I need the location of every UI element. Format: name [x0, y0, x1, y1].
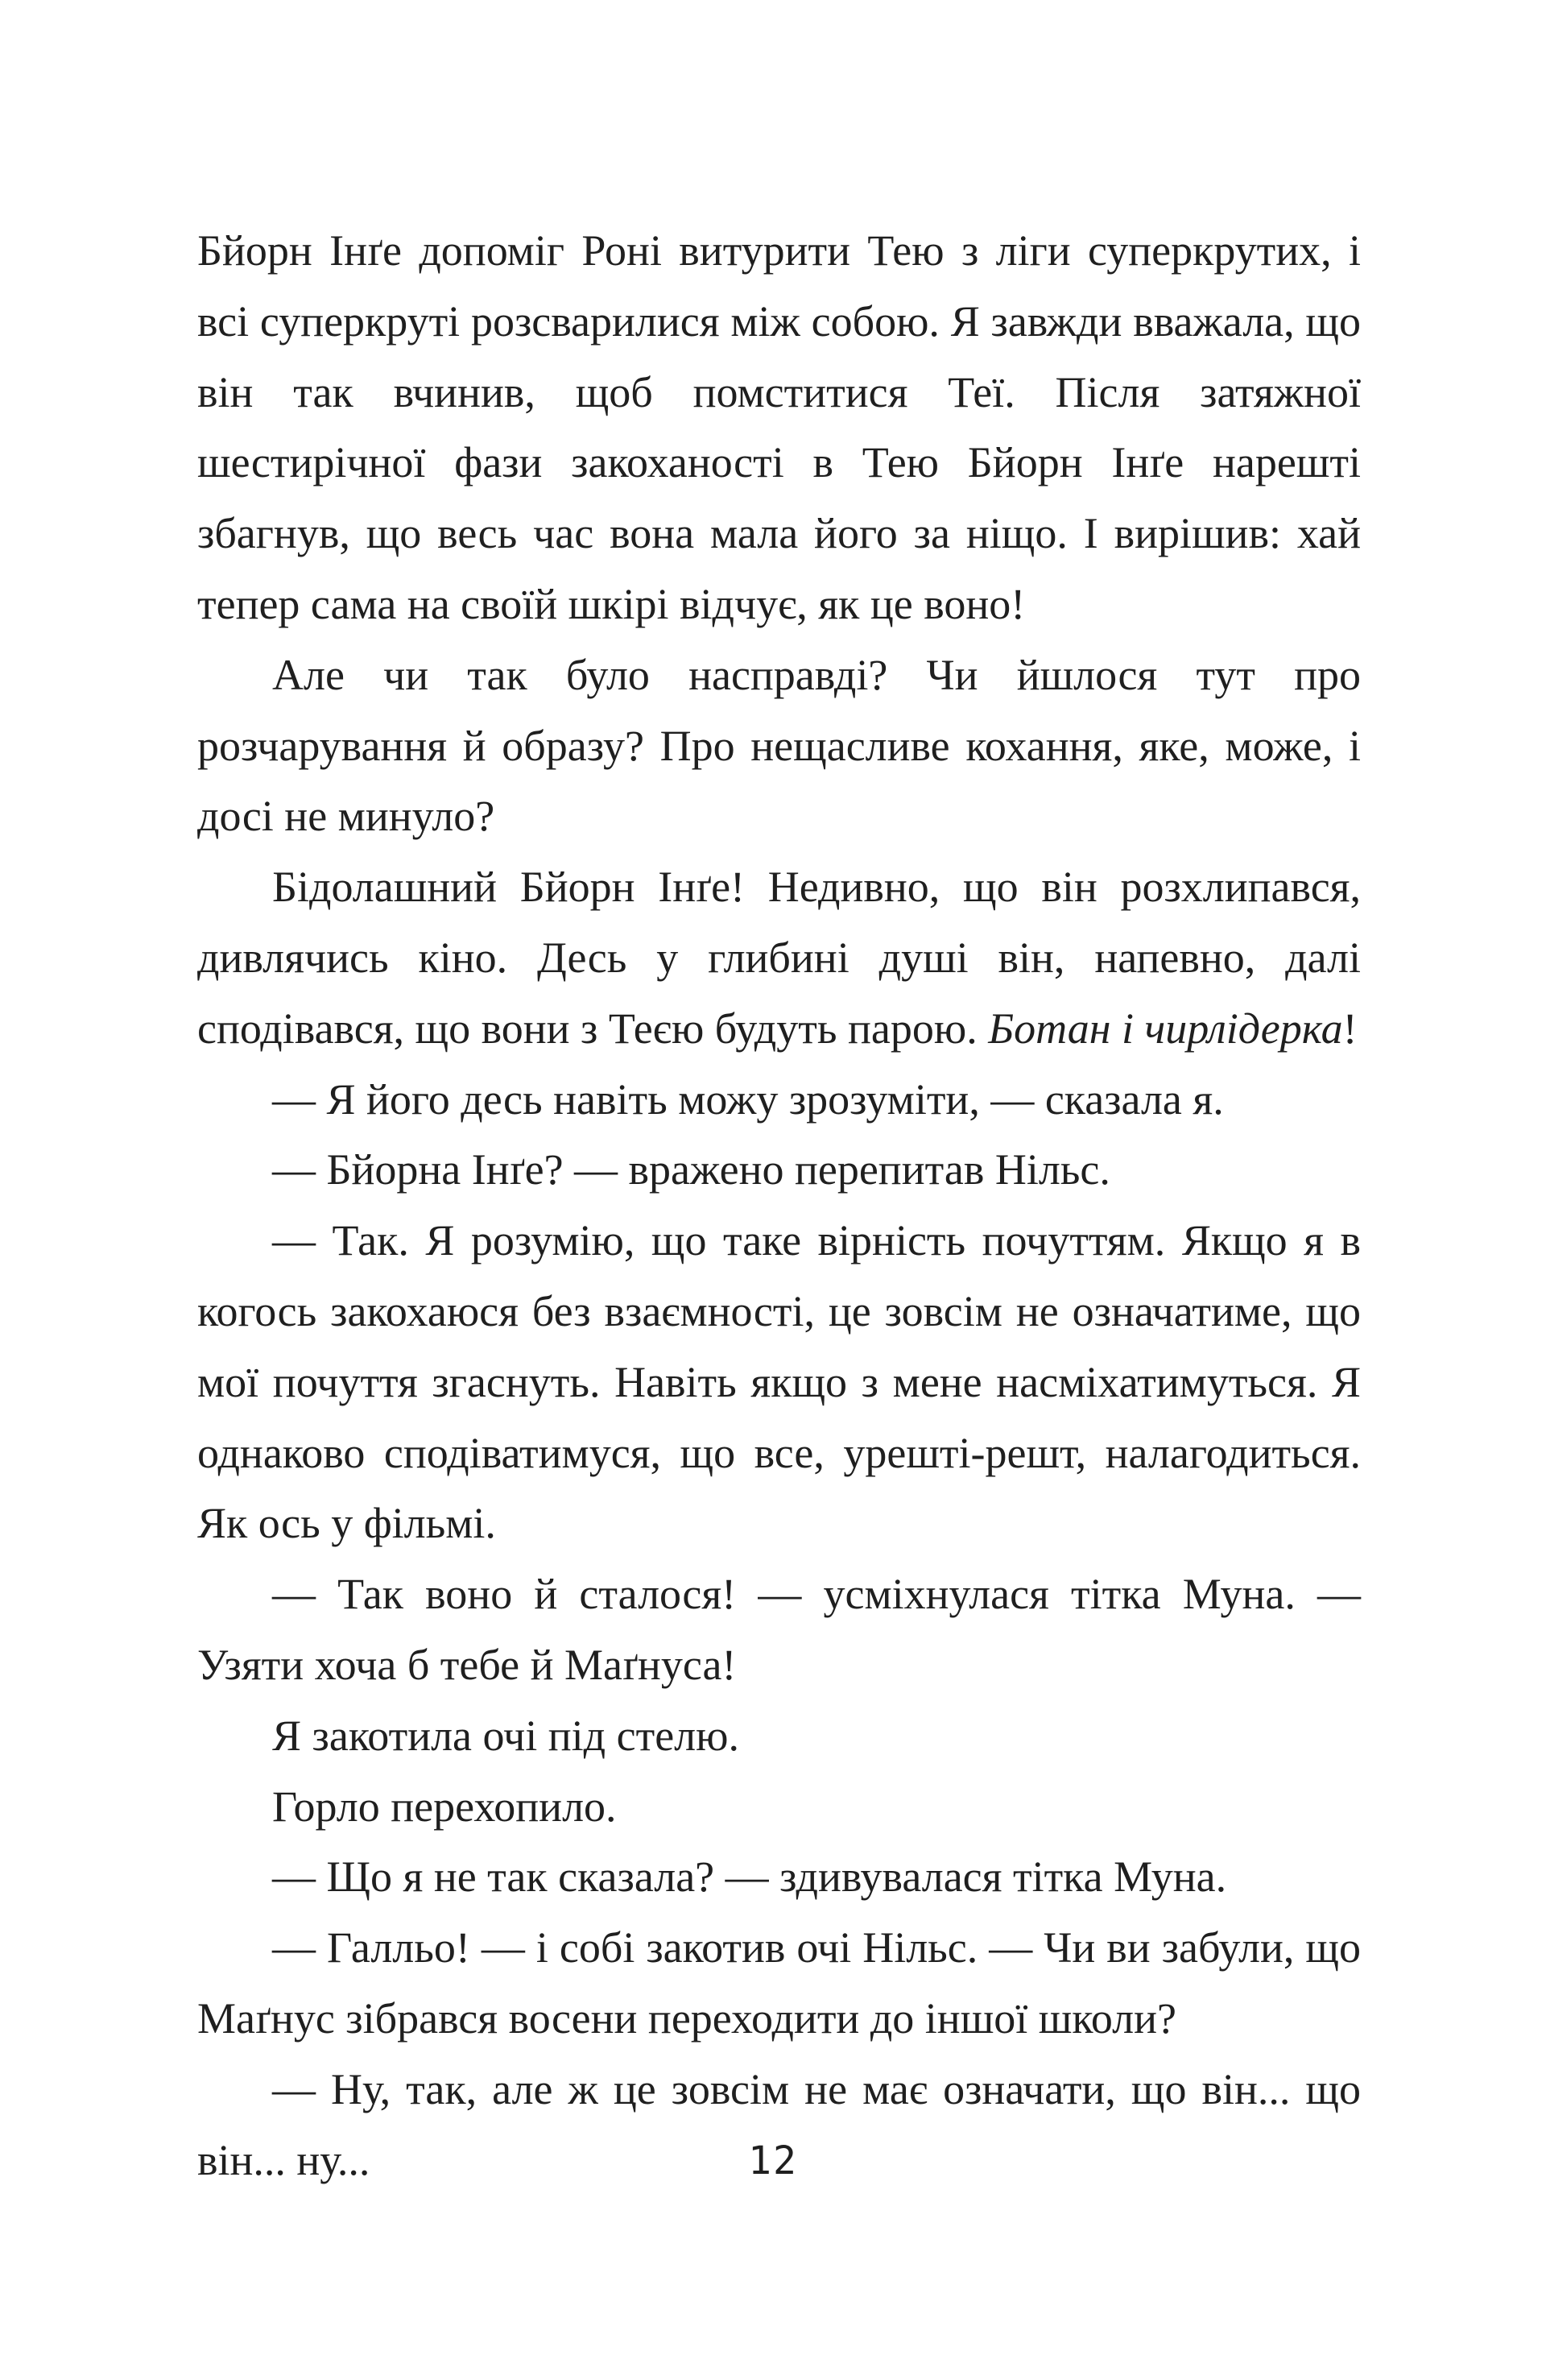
dialogue-line-2: — Бйорна Інґе? — вражено перепитав Нільс.: [272, 1145, 1110, 1194]
body-text: [197, 216, 1361, 2196]
paragraph-3: [197, 852, 1361, 1064]
dialogue-line-1: — Я його десь навіть можу зрозуміти, — сказала я.: [272, 1074, 1224, 1124]
paragraph-3-italic: Ботан і чирлідерка: [988, 1004, 1343, 1053]
narration-line-1: Я закотила очі під стелю.: [272, 1711, 739, 1760]
dialogue-line-3: — Так. Я розумію, що таке вірність почуттям. Якщо я в когось закохаюся без взаємності, це зовсім не означатиме, що мої почуття згаснуть. Навіть якщо з мене насміхатимуться. Я однаково сподіватимуся, що все, урешті-решт, налагодиться. Як ось у фільмі.: [197, 1216, 1361, 1548]
paragraph-3-end: !: [1342, 1004, 1358, 1053]
dialogue-line-7: — Ну, так, але ж це зовсім не має означати, що він... що він... ну...: [197, 2064, 1361, 2184]
dialogue-line-6: — Галльо! — і собі закотив очі Нільс. — Чи ви забули, що Маґнус зібрався восени переходити до іншої школи?: [197, 1923, 1361, 2043]
paragraph-3-text: Бідолашний Бйорн Інґе! Недивно, що він розхлипався, дивлячись кіно. Десь у глибині душі він, напевно, далі сподівався, що вони з Теєю будуть парою.: [197, 863, 1361, 1053]
narration-line-2: Горло перехопило.: [272, 1782, 617, 1831]
page-number: 12: [748, 2138, 798, 2183]
dialogue-line-4: — Так воно й сталося! — усміхнулася тітка Муна. — Узяти хоча б тебе й Маґнуса!: [197, 1570, 1361, 1689]
paragraph-2: Але чи так було насправді? Чи йшлося тут про розчарування й образу? Про нещасливе кохання, яке, може, і досі не минуло?: [197, 650, 1361, 841]
paragraph-1: Бйорн Інґе допоміг Роні витурити Тею з ліги суперкрутих, і всі суперкруті розсварилися між собою. Я завжди вважала, що він так вчинив, щоб помститися Теї. Після затяжної шестирічної фази закоханості в Тею Бйорн Інґе нарешті збагнув, що весь час вона мала його за ніщо. І вирішив: хай тепер сама на своїй шкірі відчує, як це воно!: [197, 226, 1361, 628]
dialogue-line-5: — Що я не так сказала? — здивувалася тітка Муна.: [272, 1852, 1227, 1902]
